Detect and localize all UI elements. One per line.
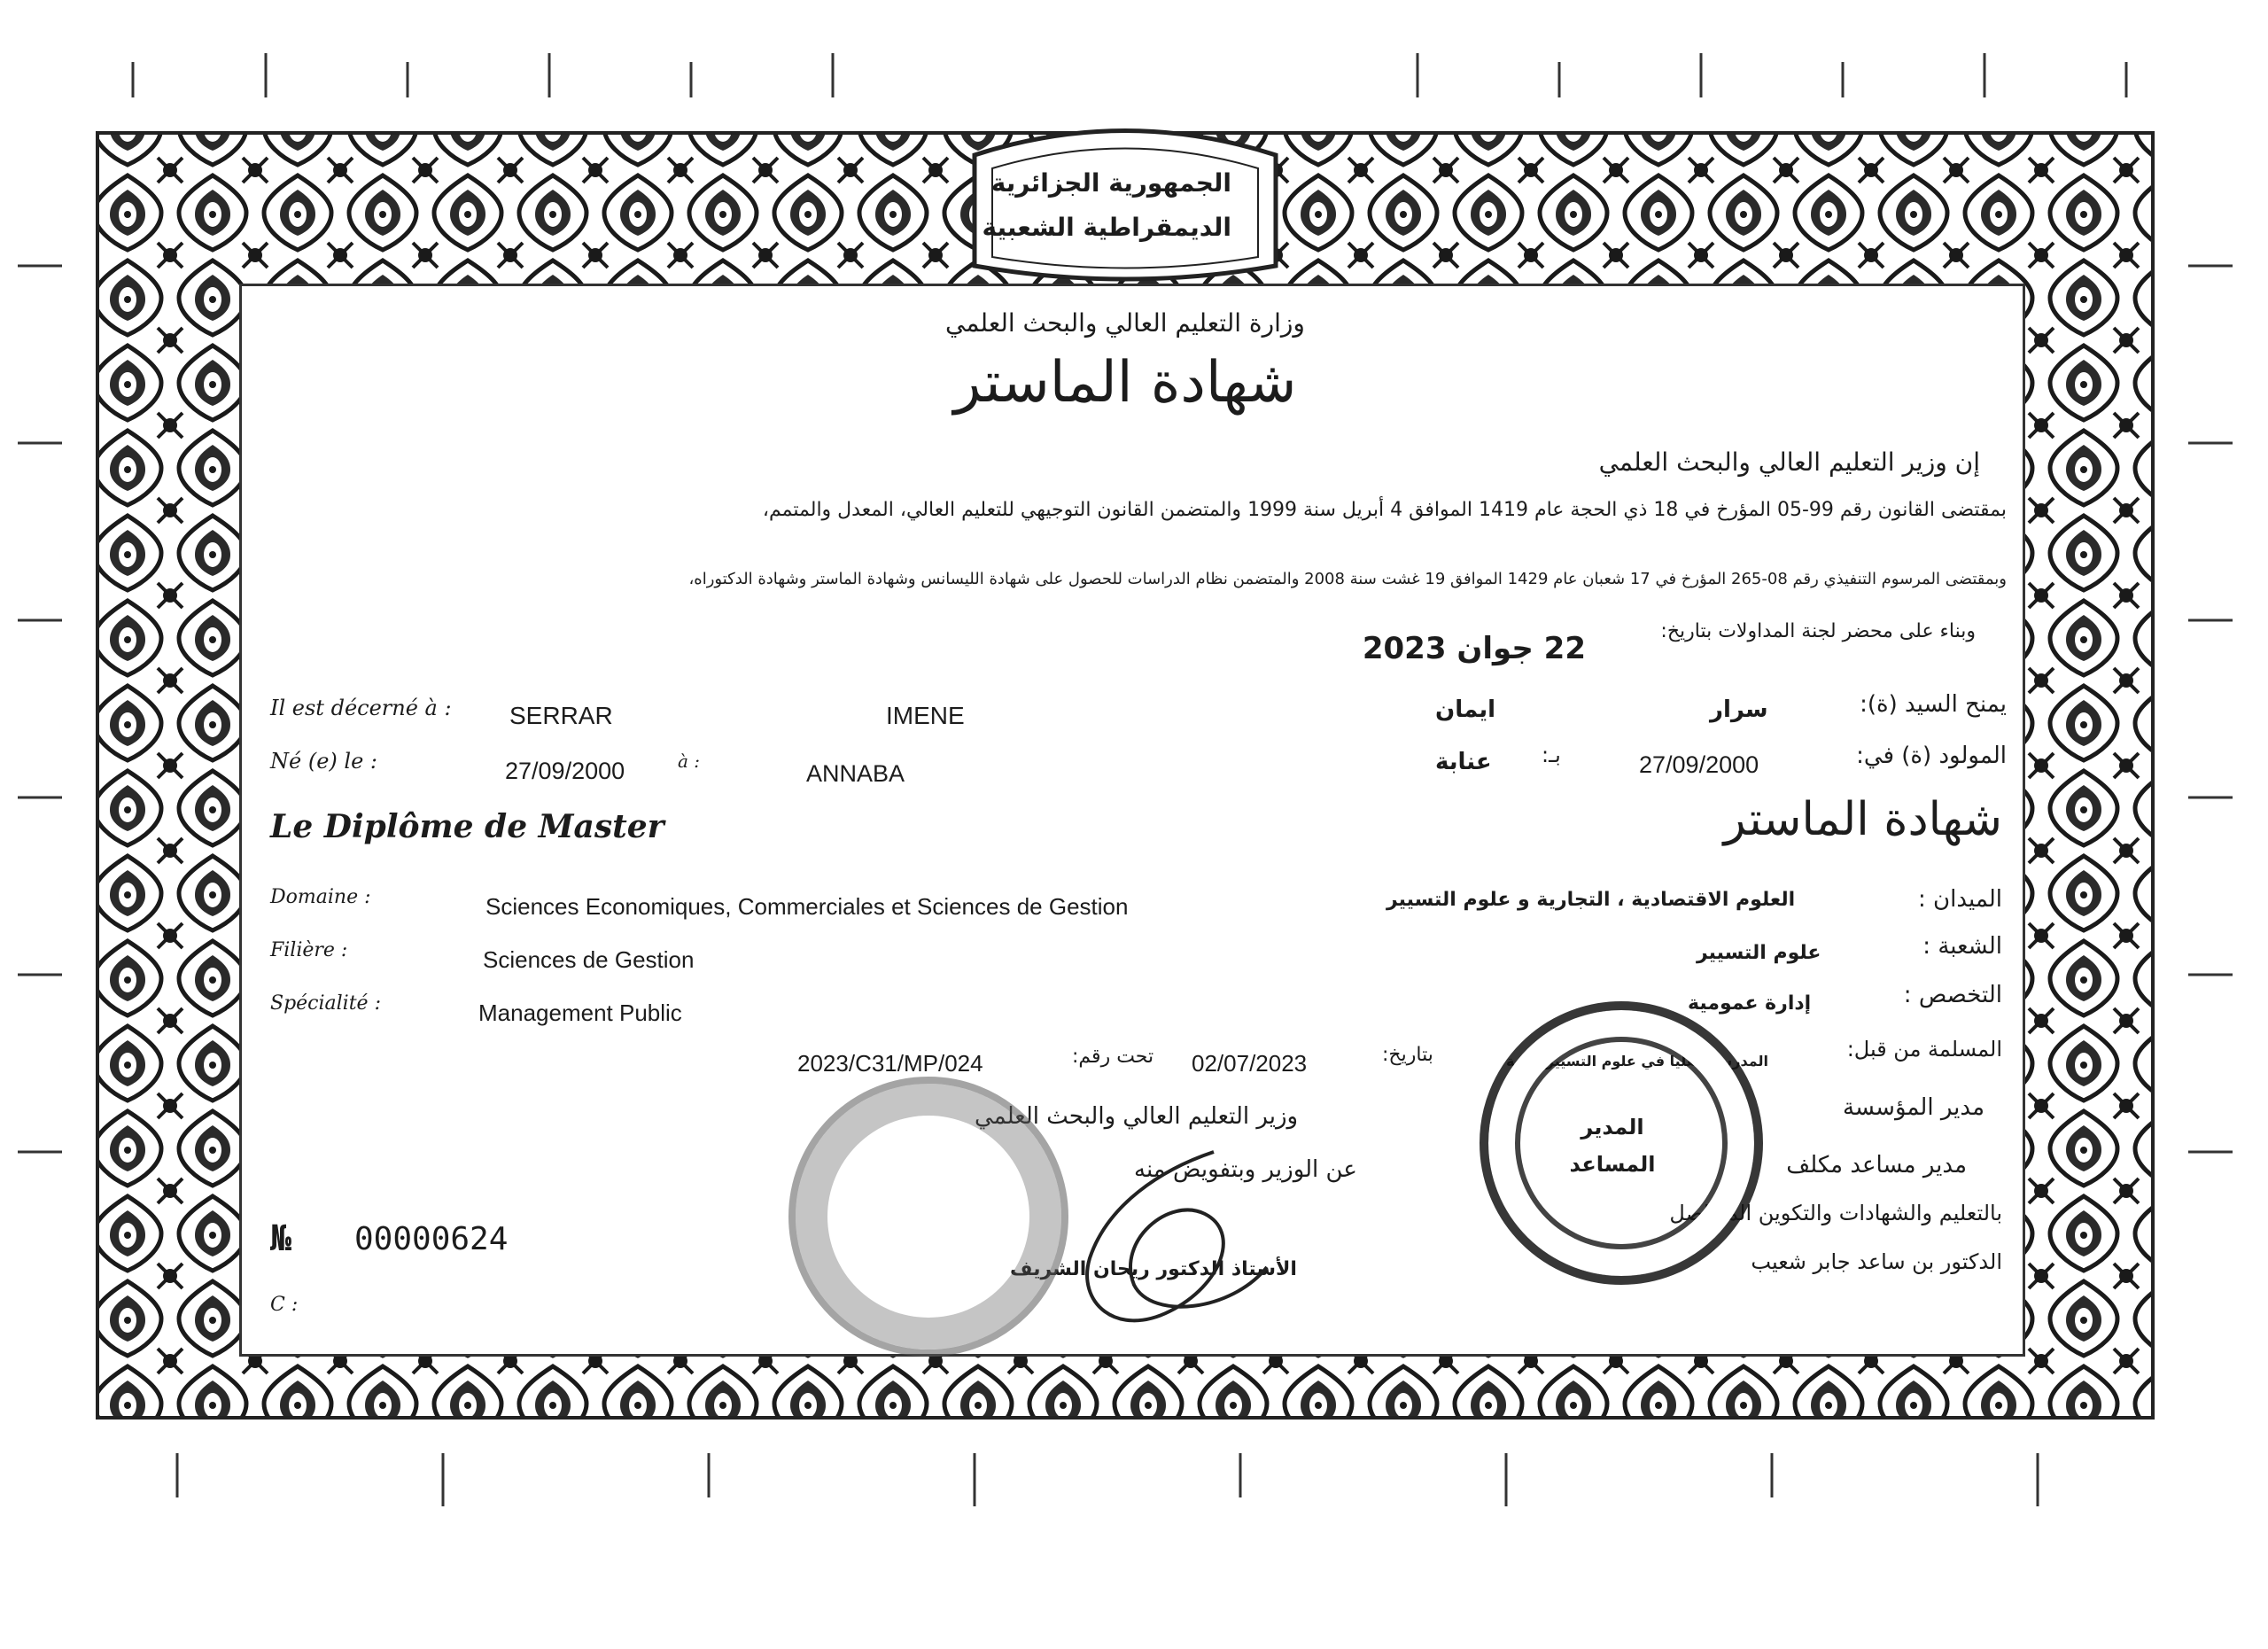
stamp-center-line-1: المدير [1581, 1115, 1644, 1140]
birth-date-fr: 27/09/2000 [505, 758, 625, 784]
birth-place-fr: ANNABA [806, 760, 905, 787]
awarded-label-fr: Il est décerné à : [270, 696, 452, 720]
born-label-ar: المولود (ة) في: [1856, 743, 2007, 769]
director-name: الأستاذ الدكتور ريحان الشريف [1010, 1258, 1297, 1280]
domain-label-fr: Domaine : [270, 886, 371, 908]
director-label: مدير المؤسسة [1843, 1094, 1984, 1121]
filiere-fr: Sciences de Gestion [483, 946, 695, 973]
surname-ar: سرار [1710, 696, 1768, 723]
preamble-line-2: بمقتضى القانون رقم 99-05 المؤرخ في 18 ذي الحجة عام 1419 الموافق 4 أبريل سنة 1999 والمتضمن القانون التوجيهي للتعليم العالي، المعدل والمتمم، [762, 499, 2007, 521]
diploma-title-fr: Le Diplôme de Master [270, 808, 664, 845]
birth-date-ar-side: 27/09/2000 [1639, 751, 1759, 778]
specialite-label-ar: التخصص : [1903, 982, 2002, 1008]
reference-number: 2023/C31/MP/024 [797, 1050, 983, 1077]
assistant-name: الدكتور بن ساعد جابر شعيب [1751, 1249, 2002, 1274]
filiere-ar: علوم التسيير [1697, 942, 1821, 964]
specialite-fr: Management Public [478, 1000, 682, 1026]
reference-date: 02/07/2023 [1192, 1050, 1308, 1077]
domain-ar: العلوم الاقتصادية ، التجارية و علوم التسيير [1386, 889, 1796, 911]
delivered-by: المدرسة العليا في علوم التسيير عنابة [1506, 1053, 1768, 1070]
delivered-by-label: المسلمة من قبل: [1846, 1037, 2002, 1062]
firstname-ar: ايمان [1435, 696, 1496, 723]
serial-number: 00000624 [354, 1221, 509, 1257]
deliberation-date: 22 جوان 2023 [1362, 631, 1586, 666]
surname-fr: SERRAR [509, 702, 613, 729]
ministry-seal-stamp [788, 1077, 1068, 1357]
at-label-ar: بـ: [1542, 743, 1561, 767]
handwritten-signature [1028, 1134, 1293, 1347]
stamp-center-line-2: المساعد [1569, 1152, 1656, 1177]
filiere-label-ar: الشعبة : [1922, 933, 2002, 960]
firstname-fr: IMENE [886, 702, 965, 729]
preamble-line-4-label: وبناء على محضر لجنة المداولات بتاريخ: [1660, 620, 1976, 642]
preamble-line-1: إن وزير التعليم العالي والبحث العلمي [1598, 447, 1980, 477]
serial-label: № [270, 1218, 292, 1259]
born-label-fr: Né (e) le : [270, 749, 377, 774]
delegate-line: عن الوزير وبتفويض منه [1134, 1156, 1357, 1183]
domain-fr: Sciences Economiques, Commerciales et Sciences de Gestion [485, 893, 1129, 920]
reference-date-label: بتاريخ: [1382, 1044, 1433, 1066]
minister-label: وزير التعليم العالي والبحث العلمي [975, 1103, 1299, 1130]
birth-place-ar: عنابة [1435, 749, 1492, 775]
republic-line-2: الديمقراطية الشعبية [982, 213, 1231, 242]
assistant-line-1: مدير مساعد مكلف [1786, 1152, 1967, 1178]
filiere-label-fr: Filière : [270, 939, 348, 961]
school-stamp [1480, 1001, 1763, 1285]
preamble-line-3: وبمقتضى المرسوم التنفيذي رقم 08-265 المؤرخ في 17 شعبان عام 1429 الموافق 19 غشت سنة 2008 والمتضمن نظام الدراسات للحصول على شهادة الليسانس وشهادة الماستر وشهادة الدكتوراه، [688, 570, 2007, 588]
at-label-fr: à : [678, 751, 701, 772]
ministry-title: وزارة التعليم العالي والبحث العلمي [945, 308, 1305, 338]
serial-c-label: C : [270, 1294, 299, 1316]
domain-label-ar: الميدان : [1917, 886, 2002, 913]
republic-line-1: الجمهورية الجزائرية [990, 168, 1231, 198]
specialite-label-fr: Spécialité : [270, 992, 381, 1015]
awarded-label-ar: يمنح السيد (ة): [1860, 691, 2007, 718]
arabic-diploma-heading: شهادة الماستر [953, 350, 1297, 416]
reference-label: تحت رقم: [1072, 1046, 1154, 1068]
assistant-line-2: بالتعليم والشهادات والتكوين المتواصل [1669, 1201, 2002, 1225]
specialite-ar: إدارة عمومية [1688, 992, 1812, 1015]
diploma-title-ar: شهادة الماستر [1723, 793, 2002, 846]
